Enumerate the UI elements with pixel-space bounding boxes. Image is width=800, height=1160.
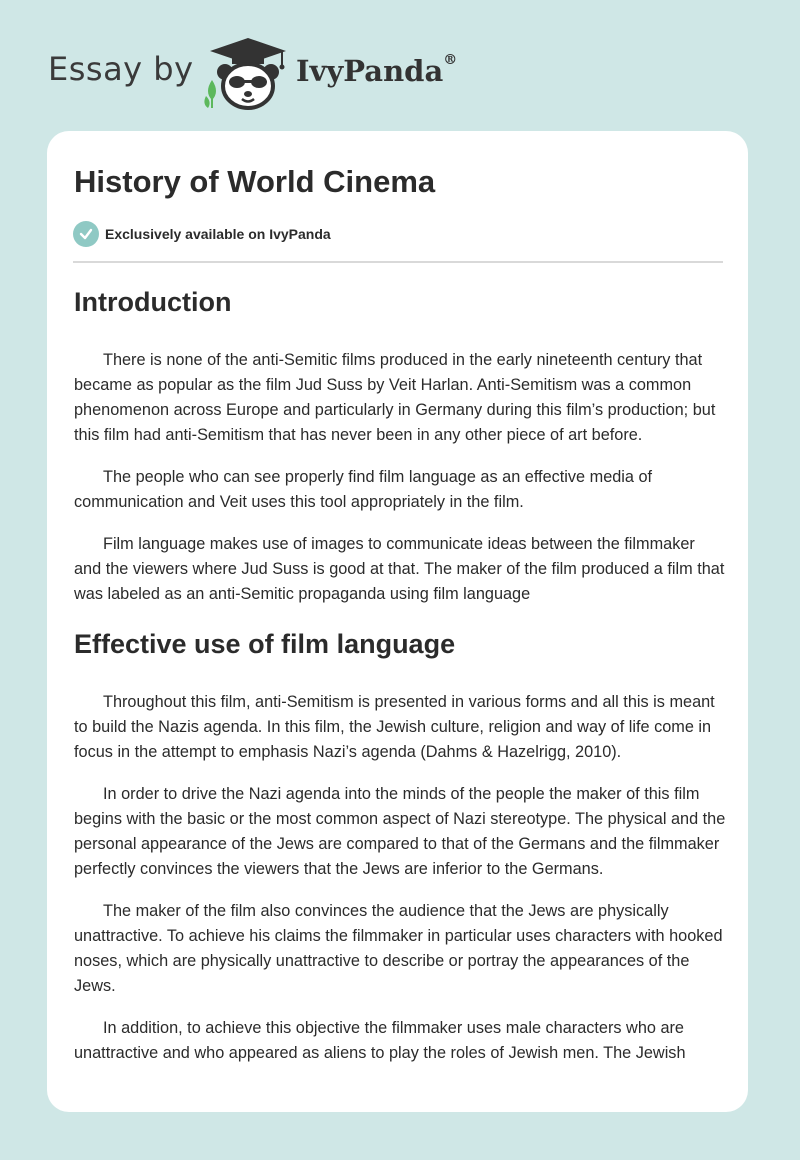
paragraph: There is none of the anti-Semitic films produced in the early nineteenth century that became as popular as the film Jud Suss by Veit Harlan. Anti-Semitism was a common phenomenon across Europe and particularly in Germany during this film’s production; but this film had anti-Semitism that has never been in any other piece of art before. bbox=[74, 351, 716, 444]
section-heading-introduction: Introduction bbox=[74, 287, 232, 317]
paragraph: Throughout this film, anti-Semitism is presented in various forms and all this is meant to build the Nazis agenda. In this film, the Jewish culture, religion and way of life come in focus in the attempt to emphasis Nazi’s agenda (Dahms & Hazelrigg, 2010). bbox=[74, 693, 715, 761]
brand-text[interactable]: IvyPanda bbox=[296, 54, 444, 88]
page-title: History of World Cinema bbox=[74, 164, 436, 199]
essay-by-label: Essay by bbox=[48, 50, 194, 88]
essay-card bbox=[47, 131, 748, 1112]
exclusive-badge bbox=[73, 221, 331, 247]
site-header bbox=[0, 0, 800, 130]
brand-name[interactable] bbox=[296, 54, 457, 88]
paragraph: In order to drive the Nazi agenda into the minds of the people the maker of this film begins with the basic or the most common aspect of Nazi stereotype. The physical and the personal appearance of the Jews are compared to that of the Germans and the filmmaker perfectly convinces the viewers that the Jews are inferior to the Germans. bbox=[74, 785, 726, 878]
ivypanda-logo-icon[interactable] bbox=[202, 36, 294, 110]
check-icon bbox=[73, 221, 99, 247]
article-body bbox=[74, 282, 726, 1083]
paragraph: In addition, to achieve this objective the filmmaker uses male characters who are unattractive and who appeared as aliens to play the roles of Jewish men. The Jewish bbox=[74, 1019, 686, 1062]
paragraph: Film language makes use of images to communicate ideas between the filmmaker and the viewers where Jud Suss is good at that. The maker of the film produced a film that was labeled as an anti-Semitic propaganda using film language bbox=[74, 535, 725, 603]
badge-text: Exclusively available on IvyPanda bbox=[105, 226, 331, 242]
registered-mark: ® bbox=[443, 52, 458, 68]
paragraph: The people who can see properly find film language as an effective media of communication and Veit uses this tool appropriately in the film. bbox=[74, 468, 653, 511]
divider bbox=[73, 261, 723, 263]
section-heading-film-language: Effective use of film language bbox=[74, 629, 456, 659]
paragraph: The maker of the film also convinces the audience that the Jews are physically unattractive. To achieve his claims the filmmaker in particular uses characters with hooked noses, which are physically unattractive to describe or portray the appearances of the Jews. bbox=[74, 902, 723, 995]
